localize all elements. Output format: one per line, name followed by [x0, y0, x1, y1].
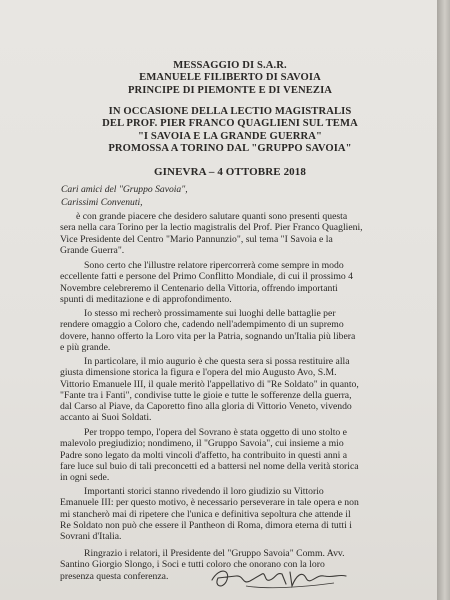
paragraph-battaglie	[60, 308, 400, 353]
paragraph-line: fare luce sul buio di tali preconcetti ed a battersi nel nome della verità storica	[60, 460, 359, 472]
header-line: EMANUELE FILIBERTO DI SAVOIA	[139, 72, 321, 84]
paragraph-line: dovere, hanno offerto la Loro vita per la Patria, sognando un'Italia più libera	[60, 330, 356, 342]
salutation-line: Carissimi Convenuti,	[61, 197, 143, 208]
paragraph-line: è con grande piacere che desidero salutare quanti sono presenti questa	[76, 211, 348, 222]
paragraph-line: Io stesso mi recherò prossimamente sui luoghi delle battaglie per	[84, 308, 336, 319]
paragraph-line: Per troppo tempo, l'opera del Sovrano è stata oggetto di uno stolto e	[84, 427, 347, 438]
paragraph-line: Sovrani d'Italia.	[60, 531, 122, 543]
subject-line: PROMOSSA A TORINO DAL "GRUPPO SAVOIA"	[108, 143, 352, 155]
header-line: PRINCIPE DI PIEMONTE E DI VENEZIA	[127, 84, 333, 96]
paragraph-line: Emanuele III: per questo motivo, è necessario perseverare in tale opera e non	[60, 497, 359, 509]
header-line: MESSAGGIO DI S.A.R.	[173, 60, 287, 71]
paragraph-line: Vittorio Emanuele III, il quale meritò l'appellativo di "Re Soldato" in quanto,	[60, 378, 359, 390]
page-edge-shadow	[437, 0, 450, 600]
handwritten-signature	[206, 556, 356, 596]
paragraph-line: Sono certo che l'illustre relatore ripercorrerà come sempre in modo	[84, 260, 344, 271]
paragraph-line: sera nella cara Torino per la lectio magistralis del Prof. Pier Franco Quaglieni,	[60, 222, 363, 234]
paragraph-line: "Fante tra i Fanti", condivise tutte le gioie e tutte le sofferenze della guerra,	[60, 389, 352, 401]
salutation-line: Cari amici del "Gruppo Savoia",	[61, 184, 188, 195]
paragraph-line: In particolare, il mio augurio è che questa sera si possa restituire alla	[84, 356, 350, 367]
paragraph-line: Vice Presidente del Centro "Mario Pannunzio", sul tema "I Savoia e la	[60, 233, 333, 245]
paragraph-line: rendere omaggio a Coloro che, cadendo nell'adempimento di un supremo	[60, 319, 344, 331]
paragraph-line: giusta dimensione storica la figura e l'opera del mio Augusto Avo, S.M.	[60, 367, 337, 379]
paragraph-line: dal Carso al Piave, da Caporetto fino alla gloria di Vittorio Veneto, vivendo	[60, 401, 352, 413]
paragraph-relatore	[60, 260, 400, 305]
paragraph-augurio	[60, 356, 400, 424]
paragraph-line: mi stancherò mai di ripetere che l'unica e definitiva sepoltura che attende il	[60, 508, 351, 520]
paragraph-line: Re Soldato non può che essere il Pantheon di Roma, dimora eterna di tutti i	[60, 519, 352, 531]
paragraph-line: eccellente fatti e persone del Primo Conflitto Mondiale, di cui il prossimo 4	[60, 271, 353, 283]
subject-line: IN OCCASIONE DELLA LECTIO MAGISTRALIS	[108, 106, 352, 117]
paragraph-line: accanto ai Suoi Soldati.	[60, 412, 152, 424]
paragraph-line: Importanti storici stanno rivedendo il loro giudizio su Vittorio	[84, 486, 324, 497]
paragraph-line: malevolo pregiudizio; nondimeno, il "Gruppo Savoia", cui insieme a mio	[60, 438, 344, 450]
paragraph-line: e più grande.	[60, 341, 111, 353]
paragraph-line: Ringrazio i relatori, il Presidente del "Gruppo Savoia" Comm. Avv.	[84, 548, 345, 559]
salutation	[61, 183, 188, 209]
paragraph-storici	[60, 486, 400, 542]
paragraph-greeting	[60, 211, 400, 256]
paragraph-line: in ogni sede.	[60, 472, 110, 484]
subject-line: DEL PROF. PIER FRANCO QUAGLIENI SUL TEMA	[102, 118, 358, 130]
letter-header	[60, 60, 400, 97]
dateline: GINEVRA – 4 OTTOBRE 2018	[154, 166, 306, 178]
subject-line: "I SAVOIA E LA GRANDE GUERRA"	[137, 130, 323, 142]
paragraph-line: Santino Giorgio Slongo, i Soci e tutti coloro che onorano con la loro	[60, 559, 325, 571]
paragraph-line: Padre sono legato da molti vincoli d'affetto, ha contribuito in questi anni a	[60, 449, 348, 461]
paragraph-line: presenza questa conferenza.	[60, 570, 169, 582]
paragraph-line: spunti di meditazione e di approfondimento.	[60, 293, 232, 305]
paragraph-pregiudizio	[60, 427, 400, 483]
paragraph-line: Novembre celebreremo il Centenario della Vittoria, offrendo importanti	[60, 282, 338, 294]
paragraph-line: Grande Guerra".	[60, 244, 125, 256]
letter-subject	[60, 106, 400, 156]
